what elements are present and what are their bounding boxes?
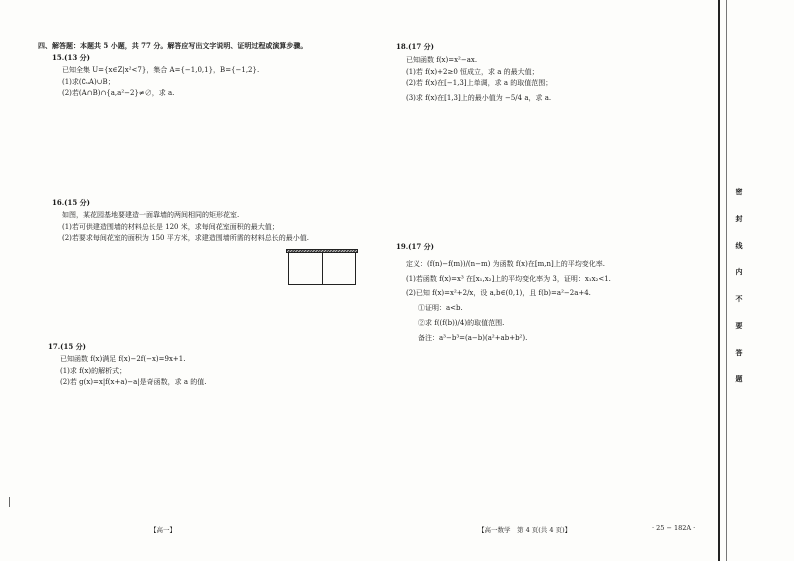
question-16 bbox=[52, 199, 309, 243]
question-18-title: 18.(17 分) bbox=[396, 42, 434, 51]
question-15-line: (1)求(∁ᵤA)∪B； bbox=[62, 77, 115, 86]
question-19 bbox=[396, 243, 611, 342]
question-16-title: 16.(15 分) bbox=[52, 198, 90, 207]
footer-center: 【高一数学 第 4 页(共 4 页)】 bbox=[478, 526, 572, 534]
question-19-line: 定义：(f(n)−f(m))/(n−m) 为函数 f(x)在[m,n]上的平均变化率. bbox=[406, 259, 605, 268]
question-18 bbox=[396, 43, 552, 103]
question-19-title: 19.(17 分) bbox=[396, 242, 434, 251]
question-15-title: 15.(13 分) bbox=[52, 53, 90, 62]
question-17-line: (2)若 g(x)=x|f(x+a)−a|是奇函数，求 a 的值. bbox=[60, 378, 207, 387]
question-16-line: (1)若可供建造围墙的材料总长是 120 米，求每间花室面积的最大值； bbox=[62, 222, 279, 231]
fence-divider bbox=[322, 253, 323, 285]
question-17 bbox=[48, 343, 207, 387]
question-18-line: (2)若 f(x)在[−1,3]上单调，求 a 的取值范围； bbox=[406, 79, 553, 88]
question-17-line: (1)求 f(x)的解析式； bbox=[60, 366, 127, 375]
greenhouse-diagram bbox=[286, 249, 358, 285]
question-15-line: (2)若(A∩B)∩{a,a²−2}≠∅，求 a. bbox=[62, 89, 175, 98]
question-18-line: (3)求 f(x)在[1,3]上的最小值为 −5/4 a，求 a. bbox=[406, 94, 552, 102]
question-16-line: (2)若要求每间花室的面积为 150 平方米，求建造围墙所需的材料总长的最小值. bbox=[62, 234, 309, 243]
question-17-title: 17.(15 分) bbox=[48, 342, 86, 351]
footer-right: · 25 − 182A · bbox=[652, 524, 696, 532]
seal-notice bbox=[733, 188, 745, 402]
question-16-line: 如图，某花园基地要建造一面靠墙的两间相同的矩形花室. bbox=[62, 210, 240, 219]
question-15-line: 已知全集 U={x∈Z|x²<7}，集合 A={−1,0,1}，B={−1,2}. bbox=[62, 65, 260, 74]
seal-char: 不 bbox=[735, 294, 743, 303]
question-19-line: ②求 f((f(b))/4)的取值范围. bbox=[418, 318, 505, 327]
question-17-line: 已知函数 f(x)满足 f(x)−2f(−x)=9x+1. bbox=[60, 354, 186, 363]
seal-char: 内 bbox=[735, 267, 743, 277]
margin-mark bbox=[9, 497, 10, 507]
seal-char: 题 bbox=[735, 374, 743, 384]
seal-char: 要 bbox=[735, 320, 743, 330]
seal-char: 封 bbox=[735, 213, 743, 223]
question-18-line: (1)若 f(x)+2≥0 恒成立，求 a 的最大值； bbox=[406, 67, 539, 76]
question-19-line: (1)若函数 f(x)=x³ 在[x₁,x₂]上的平均变化率为 3，证明：x₁x₂<1. bbox=[406, 274, 611, 283]
seal-char: 线 bbox=[735, 240, 743, 250]
question-19-line: ①证明：a<b. bbox=[418, 304, 463, 312]
question-19-line: (2)已知 f(x)=x²+2/x，设 a,b∈(0,1)，且 f(b)=a²−2a+4. bbox=[406, 289, 591, 298]
question-18-line: 已知函数 f(x)=x²−ax. bbox=[406, 55, 478, 64]
section-header: 四、解答题：本题共 5 小题，共 77 分。解答应写出文字说明、证明过程或演算步骤。 bbox=[38, 41, 308, 50]
question-15 bbox=[52, 54, 259, 98]
binding-line bbox=[718, 0, 720, 561]
question-19-line: 备注：a³−b³=(a−b)(a²+ab+b²). bbox=[418, 333, 528, 342]
seal-char: 答 bbox=[735, 347, 743, 357]
seal-char: 密 bbox=[735, 187, 743, 196]
footer-left: 【高一】 bbox=[150, 526, 176, 534]
binding-line-inner bbox=[726, 0, 727, 561]
